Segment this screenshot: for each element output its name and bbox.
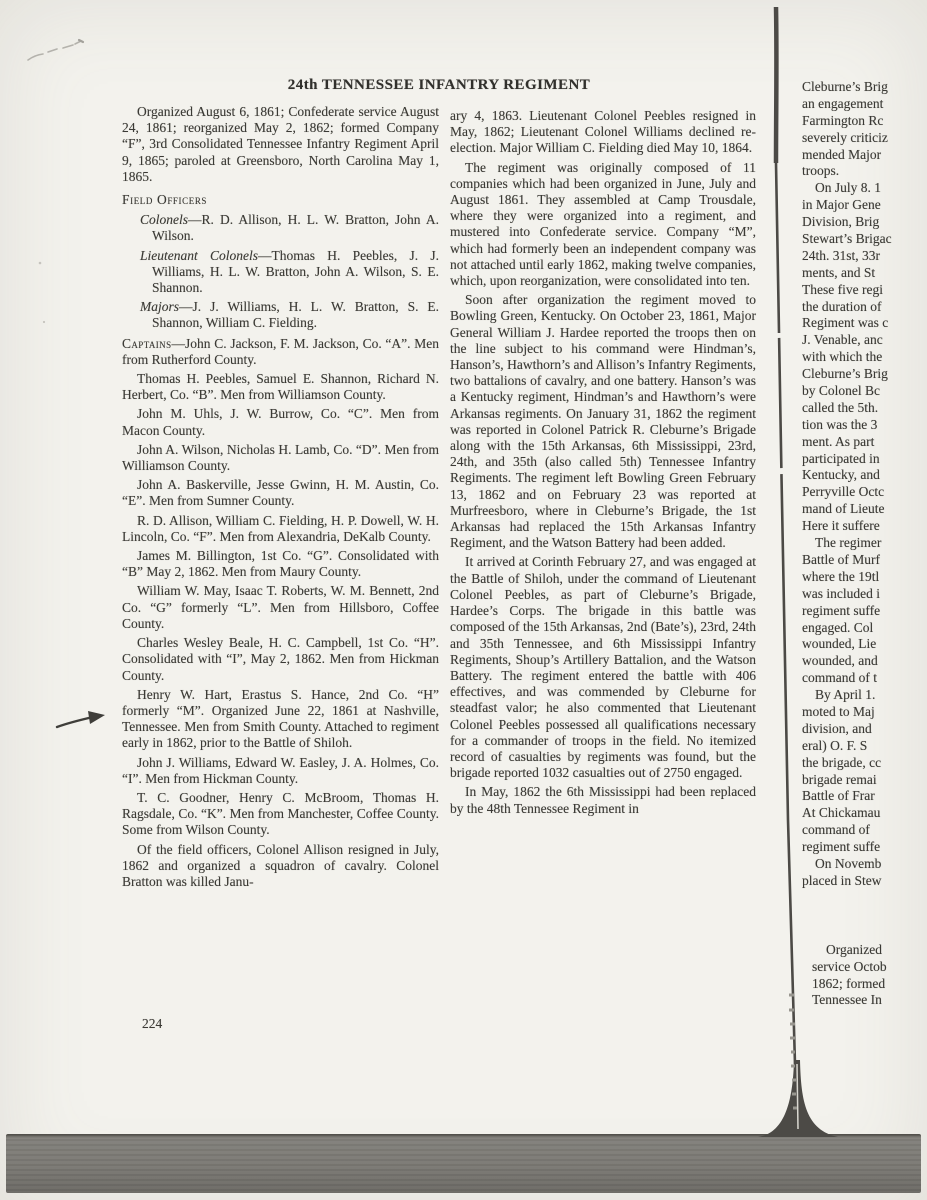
truncated-text-line: mended Major [802,146,882,162]
paragraph: John M. Uhls, J. W. Burrow, Co. “C”. Men from Macon County. [122,406,439,438]
truncated-text-line: ments, and St [802,264,876,280]
entry-lead: Captains [122,335,172,351]
truncated-text-line: Battle of Frar [802,788,875,804]
truncated-text-line: brigade remai [802,771,877,787]
paragraph: ary 4, 1863. Lieutenant Colonel Peebles resigned in May, 1862; Lieutenant Colonel Williams declined re-election. Major William C. Fielding died May 10, 1864. [450,108,756,156]
truncated-text-line: On Novemb [815,855,882,871]
paragraph: T. C. Goodner, Henry C. McBroom, Thomas H. Ragsdale, Co. “K”. Men from Manchester, Coffee County. Some from Wilson County. [122,789,439,838]
truncated-text-line: participated in [802,450,880,466]
truncated-text-line: 1862; formed [812,975,886,991]
truncated-text-line: the brigade, cc [802,754,882,770]
paragraph: It arrived at Corinth February 27, and was engaged at the Battle of Shiloh, under the command of Lieutenant Colonel Peebles, as part of Cleburne’s Brigade, Hardee’s Corps. The brigade in this battle was composed of the 15th Arkansas, 2nd (Bate’s), 23rd, 24th and 35th Tennessee, and 6th Mississippi Infantry Regiments, Shoup’s Artillery Battalion, and the Watson Battery. The regiment entered the battle with 406 effectives, and was commended by Cleburne for steadfast valor; he also commented that Lieutenant Colonel Peebles possessed all qualifications necessary for a commander of troops in the field. No itemized record of casualties by regiments was found, but the brigade reported 1032 casualties out of 2750 engaged. [450,554,756,781]
truncated-text-line: wounded, Lie [802,636,877,652]
truncated-text-line: troops. [802,163,840,179]
truncated-text-line: At Chickamau [802,805,881,821]
truncated-text-line: division, and [802,720,872,736]
truncated-text-line: tion was the 3 [802,416,878,432]
paragraph: Captains—John C. Jackson, F. M. Jackson, Co. “A”. Men from Rutherford County. [122,335,439,367]
truncated-text-line: by Colonel Bc [802,383,880,399]
truncated-text-line: Division, Brig [802,214,880,230]
truncated-text-line: Here it suffere [802,518,880,534]
left-text-column [122,104,439,893]
paragraph: Organized August 6, 1861; Confederate service August 24, 1861; reorganized May 2, 1862; formed Company “F”, 3rd Consolidated Tennessee Infantry Regiment April 9, 1865; paroled at Greensboro, North Carolina May 1, 1865. [122,104,439,184]
paragraph: James M. Billington, 1st Co. “G”. Consolidated with “B” May 2, 1862. Men from Maury County. [122,548,439,580]
truncated-text-line: J. Venable, anc [802,332,883,348]
scanner-bed-shadow [6,1134,921,1193]
next-page-column-bottom [812,942,927,1010]
page-title: 24th TENNESSEE INFANTRY REGIMENT [287,77,591,93]
truncated-text-line: Battle of Murf [802,551,880,567]
paper-specks [39,262,45,323]
truncated-text-line: called the 5th. [802,399,879,415]
truncated-text-line: Organized [826,941,882,957]
pencil-scribble-icon [28,40,83,60]
truncated-text-line: eral) O. F. S [802,737,868,753]
middle-text-column [450,104,756,820]
truncated-text-line: regiment suffe [802,839,881,855]
truncated-text-line: ment. As part [802,433,875,449]
truncated-text-line: moted to Maj [802,703,875,719]
truncated-text-line: regiment suffe [802,602,881,618]
truncated-text-line: an engagement [802,95,884,111]
next-page-column [802,79,927,1009]
paragraph: R. D. Allison, William C. Fielding, H. P. Dowell, W. H. Lincoln, Co. “F”. Men from Alexandria, DeKalb County. [122,512,439,544]
page-number: 224 [142,1016,163,1031]
truncated-text-line: By April 1. [815,687,876,703]
paragraph: John A. Wilson, Nicholas H. Lamb, Co. “D”. Men from Williamson County. [122,441,439,474]
truncated-text-line: mand of Lieute [802,501,885,517]
truncated-text-line: Regiment was c [802,315,889,331]
truncated-text-line: severely criticiz [802,129,888,145]
truncated-text-line: Kentucky, and [802,467,880,483]
truncated-text-line: command of [802,822,870,838]
truncated-text-line: Farmington Rc [802,112,884,128]
paragraph: Henry W. Hart, Erastus S. Hance, 2nd Co. “H” formerly “M”. Organized June 22, 1861 at Nashville, Tennessee. Men from Smith County. Attached to regiment early in 1862, prior to the Battle of Shiloh. [122,686,439,751]
paragraph: Soon after organization the regiment moved to Bowling Green, Kentucky. On October 23, 1861, Major General William J. Hardee reported the troops then on the line subject to his command were Hindman’s, Hanson’s, Hawthorn’s and Allison’s Infantry Regiments, two battalions of cavalry, and one battery. Hanson’s was a Kentucky regiment, Hindman’s and Hawthorn’s were Arkansas regiments. On January 31, 1862 the regiment was reported in Colonel Patrick R. Cleburne’s Brigade along with the 15th Arkansas, 6th Mississippi, 23rd, 24th, and 35th (also called 5th) Tennessee Infantry Regiments. The regiment left Bowling Green February 13, 1862 and on February 23 was reported at Murfreesboro, where in Cleburne’s Brigade, the 1st Arkansas had replaced the 15th Arkansas Infantry Regiment, and the Watson Battery had been added. [450,292,756,551]
next-page-column-top [802,79,927,890]
margin-arrow-icon [57,711,105,727]
truncated-text-line: engaged. Col [802,619,874,635]
paragraph: Lieutenant Colonels—Thomas H. Peebles, J. J. Williams, H. L. W. Bratton, John A. Wilson, S. E. Shannon. [140,247,439,296]
paragraph: In May, 1862 the 6th Mississippi had been replaced by the 48th Tennessee Regiment in [450,784,756,816]
truncated-text-line: Cleburne’s Brig [802,366,888,382]
truncated-text-line: These five regi [802,281,883,297]
truncated-text-line: in Major Gene [802,197,881,213]
paragraph: John J. Williams, Edward W. Easley, J. A. Holmes, Co. “I”. Men from Hickman County. [122,754,439,786]
section-heading: Field Officers [122,192,208,208]
truncated-text-line: Stewart’s Brigac [802,231,892,247]
paragraph: Charles Wesley Beale, H. C. Campbell, 1st Co. “H”. Consolidated with “I”, May 2, 1862. Men from Hickman County. [122,635,439,683]
truncated-text-line: Cleburne’s Brig [802,79,888,94]
truncated-text-line: placed in Stew [802,872,882,888]
truncated-text-line: wounded, and [802,653,878,669]
entry-lead: Lieutenant Colonels [140,247,258,263]
truncated-text-line: Tennessee In [812,992,882,1008]
paragraph: Thomas H. Peebles, Samuel E. Shannon, Richard N. Herbert, Co. “B”. Men from Williamson County. [122,371,439,403]
truncated-text-line: with which the [802,349,883,365]
paragraph: Of the field officers, Colonel Allison resigned in July, 1862 and organized a squadron of cavalry. Colonel Bratton was killed Janu- [122,841,439,889]
paragraph: Colonels—R. D. Allison, H. L. W. Bratton, John A. Wilson. [140,212,439,244]
truncated-text-line: On July 8. 1 [815,180,882,196]
truncated-text-line: command of t [802,670,877,686]
paragraph: John A. Baskerville, Jesse Gwinn, H. M. Austin, Co. “E”. Men from Sumner County. [122,477,439,509]
truncated-text-line: service Octob [812,958,887,974]
truncated-text-line: the duration of [802,298,882,314]
paragraph: Majors—J. J. Williams, H. L. W. Bratton, S. E. Shannon, William C. Fielding. [140,299,439,331]
truncated-text-line: The regimer [815,535,882,551]
entry-lead: Majors [140,299,180,315]
truncated-text-line: Perryville Octc [802,484,885,500]
paragraph: The regiment was originally composed of 11 companies which had been organized in June, July and August 1861. They assembled at Camp Trousdale, where they were organized into a regiment, and mustered into Confederate service. Company “M”, which had formerly been an independent company was not attached until early 1862, making twelve companies, which, upon reorganization, were consolidated into ten. [450,159,756,289]
entry-lead: Colonels [140,212,189,228]
truncated-text-line: was included i [802,585,880,601]
truncated-text-line: 24th. 31st, 33r [802,247,881,263]
truncated-text-line: where the 19tl [802,568,880,584]
paragraph: William W. May, Isaac T. Roberts, W. M. Bennett, 2nd Co. “G” formerly “L”. Men from Hillsboro, Coffee County. [122,583,439,631]
